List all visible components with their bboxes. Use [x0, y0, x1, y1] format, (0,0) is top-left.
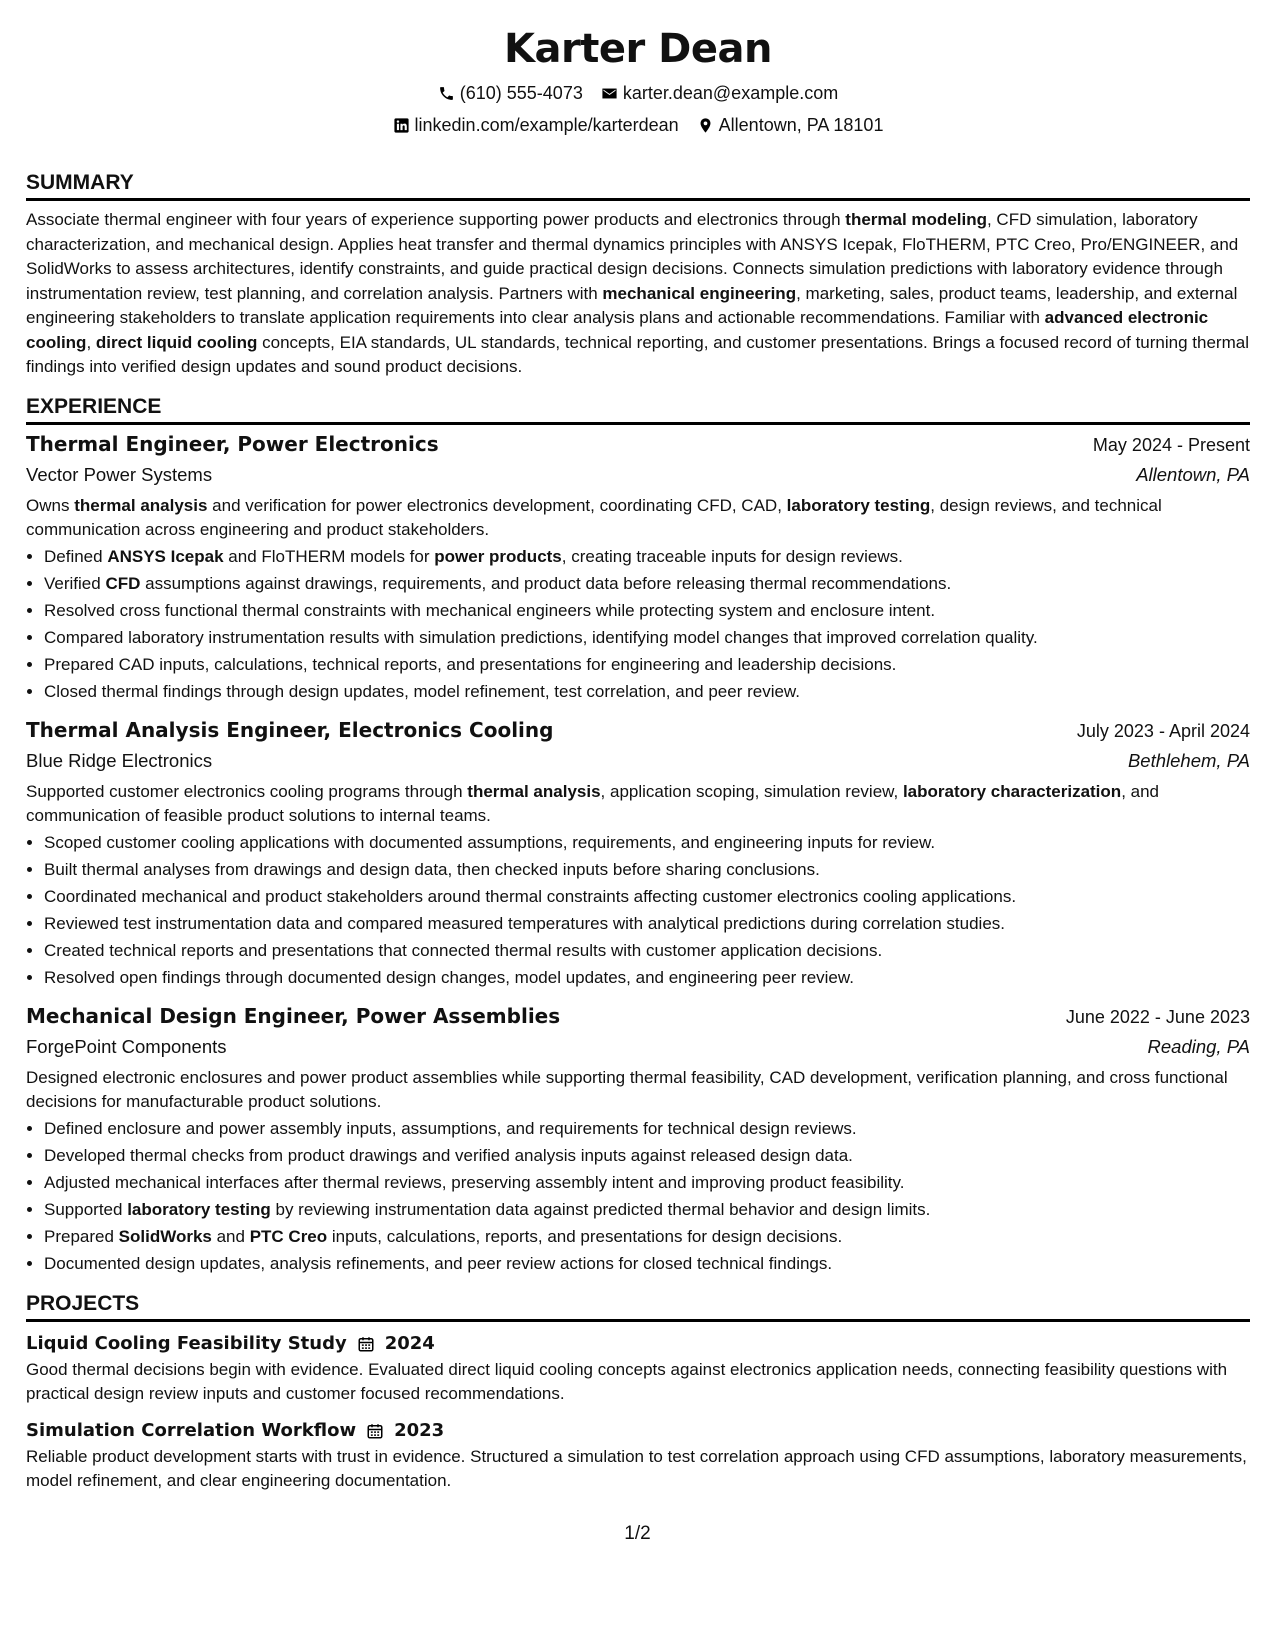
job-intro: Supported customer electronics cooling programs through thermal analysis, application scoping, simulation review, laboratory characterization, and communication of feasible product solutions to internal teams. [26, 781, 1159, 825]
job-location: Allentown, PA [1136, 463, 1250, 485]
project-header [26, 1330, 1250, 1358]
job-subheader [26, 746, 1250, 776]
location-contact [697, 114, 884, 136]
phone-contact [438, 82, 583, 104]
project-description: Good thermal decisions begin with evidence. Evaluated direct liquid cooling concepts against electronics application needs, connecting feasibility questions with practical design review inputs and customer focused recommendations. [26, 1359, 1228, 1403]
linkedin-contact [393, 114, 679, 136]
job-title: Thermal Analysis Engineer, Electronics Cooling [26, 717, 554, 742]
bold-keyword: laboratory testing [127, 1199, 271, 1219]
candidate-name: Karter Dean [504, 26, 772, 72]
bold-keyword: PTC Creo [249, 1226, 328, 1246]
summary-section [26, 170, 1250, 380]
project-header [26, 1417, 1250, 1445]
phone-icon [438, 85, 455, 102]
bullet-item: • Built thermal analyses from drawings and design data, then checked inputs before sharing conclusions. [44, 856, 1250, 883]
phone-number[interactable]: (610) 555-4073 [459, 83, 583, 103]
bold-keyword: thermal analysis [74, 495, 208, 515]
bullet-item: • Adjusted mechanical interfaces after thermal reviews, preserving assembly intent and improving product feasibility. [44, 1169, 1250, 1196]
bullet-item: • Verified CFD assumptions against drawings, requirements, and product data before releasing thermal recommendations. [44, 570, 1250, 597]
bold-keyword: advanced electronic cooling [26, 308, 1209, 352]
section-title-experience: EXPERIENCE [26, 394, 1250, 425]
bullet-item: • Prepared CAD inputs, calculations, technical reports, and presentations for engineering and leadership decisions. [44, 651, 1250, 678]
project-description: Reliable product development starts with trust in evidence. Structured a simulation to test correlation approach using CFD assumptions, laboratory measurements, model refinement, and clear engineering documentation. [26, 1446, 1247, 1490]
bullet-item: • Prepared SolidWorks and PTC Creo inputs, calculations, reports, and presentations for design decisions. [44, 1223, 1250, 1250]
job-intro: Designed electronic enclosures and power product assemblies while supporting thermal feasibility, CAD development, verification planning, and cross functional decisions for manufacturable product solutions. [26, 1067, 1228, 1111]
job-bullets [26, 829, 1250, 991]
company-name: ForgePoint Components [26, 1035, 227, 1057]
bold-keyword: thermal modeling [845, 210, 987, 229]
bold-keyword: laboratory characterization [902, 781, 1122, 801]
contact-line-1 [26, 82, 1250, 104]
bold-keyword: laboratory testing [786, 495, 931, 515]
linkedin-icon [393, 117, 410, 134]
bullet-item: • Supported laboratory testing by reviewing instrumentation data against predicted thermal behavior and design limits. [44, 1196, 1250, 1223]
job-subheader [26, 1032, 1250, 1062]
bullet-item: • Resolved open findings through documented design changes, model updates, and engineering peer review. [44, 964, 1250, 991]
bold-keyword: direct liquid cooling [95, 332, 258, 352]
bullet-item: • Scoped customer cooling applications with documented assumptions, requirements, and engineering inputs for review. [44, 829, 1250, 856]
job-entry [26, 715, 1250, 991]
company-name: Vector Power Systems [26, 463, 213, 485]
job-subheader [26, 460, 1250, 490]
bullet-item: • Reviewed test instrumentation data and compared measured temperatures with analytical predictions during correlation studies. [44, 910, 1250, 937]
project-year: 2023 [394, 1419, 445, 1441]
job-dates: June 2022 - June 2023 [1065, 1006, 1250, 1027]
calendar-icon [357, 1335, 375, 1353]
project-entry [26, 1417, 1250, 1494]
summary-text: Associate thermal engineer with four years of experience supporting power products and electronics through thermal modeling, CFD simulation, laboratory characterization, and mechanical design. Applies heat transfer and thermal dynamics principles with ANSYS Icepak, FloTHERM, PTC Creo, Pro/ENGINEER, and SolidWorks to assess architectures, identify constraints, and guide practical design decisions. Connects simulation predictions with laboratory evidence through instrumentation review, test planning, and correlation analysis. Partners with mechanical engineering, marketing, sales, product teams, leadership, and external engineering stakeholders to translate application requirements into clear analysis plans and actionable recommendations. Familiar with advanced electronic cooling, direct liquid cooling concepts, EIA standards, UL standards, technical reporting, and customer presentations. Brings a focused record of turning thermal findings into verified design updates and sound product decisions. [26, 210, 1249, 376]
bullet-item: • Coordinated mechanical and product stakeholders around thermal constraints affecting customer electronics cooling applications. [44, 883, 1250, 910]
job-title: Thermal Engineer, Power Electronics [26, 431, 439, 456]
bold-keyword: power products [434, 546, 562, 566]
email-address[interactable]: karter.dean@example.com [622, 83, 839, 103]
bullet-item: • Closed thermal findings through design updates, model refinement, test correlation, and peer review. [44, 678, 1250, 705]
job-location: Bethlehem, PA [1127, 749, 1250, 771]
resume-page [26, 0, 1250, 1494]
email-contact [601, 82, 838, 104]
bold-keyword: SolidWorks [118, 1226, 212, 1246]
bullet-item: • Created technical reports and presentations that connected thermal results with customer application decisions. [44, 937, 1250, 964]
job-header [26, 1001, 1250, 1032]
experience-section [26, 394, 1250, 1277]
section-title-summary: SUMMARY [26, 170, 1250, 201]
calendar-icon [366, 1422, 384, 1440]
bullet-item: • Compared laboratory instrumentation results with simulation predictions, identifying model changes that improved correlation quality. [44, 624, 1250, 651]
bullet-item: • Defined ANSYS Icepak and FloTHERM models for power products, creating traceable inputs for design reviews. [44, 543, 1250, 570]
projects-section [26, 1291, 1250, 1494]
job-intro: Owns thermal analysis and verification for power electronics development, coordinating CFD, CAD, laboratory testing, design reviews, and technical communication across engineering and product stakeholders. [26, 495, 1162, 539]
linkedin-url[interactable]: linkedin.com/example/karterdean [414, 115, 679, 135]
location-text: Allentown, PA 18101 [718, 115, 884, 135]
envelope-icon [601, 85, 618, 102]
contact-line-2 [26, 114, 1250, 136]
bold-keyword: mechanical engineering [602, 283, 797, 303]
bullet-item: • Resolved cross functional thermal constraints with mechanical engineers while protecting system and enclosure intent. [44, 597, 1250, 624]
job-bullets [26, 1115, 1250, 1277]
bullet-item: • Documented design updates, analysis refinements, and peer review actions for closed technical findings. [44, 1250, 1250, 1277]
project-title: Liquid Cooling Feasibility Study [26, 1332, 347, 1354]
job-location: Reading, PA [1147, 1035, 1250, 1057]
bold-keyword: ANSYS Icepak [107, 546, 224, 566]
job-bullets [26, 543, 1250, 705]
job-dates: July 2023 - April 2024 [1076, 720, 1250, 741]
bold-keyword: thermal analysis [467, 781, 601, 801]
bold-keyword: CFD [105, 573, 141, 593]
page-number: 1/2 [624, 1523, 651, 1544]
job-entry [26, 1001, 1250, 1277]
company-name: Blue Ridge Electronics [26, 749, 213, 771]
job-entry [26, 429, 1250, 705]
job-header [26, 715, 1250, 746]
project-year: 2024 [384, 1332, 435, 1354]
section-title-projects: PROJECTS [26, 1291, 1250, 1322]
project-entry [26, 1330, 1250, 1407]
job-dates: May 2024 - Present [1092, 434, 1250, 455]
job-title: Mechanical Design Engineer, Power Assemblies [26, 1003, 561, 1028]
project-title: Simulation Correlation Workflow [26, 1419, 357, 1441]
job-header [26, 429, 1250, 460]
bullet-item: • Developed thermal checks from product drawings and verified analysis inputs against released design data. [44, 1142, 1250, 1169]
bullet-item: • Defined enclosure and power assembly inputs, assumptions, and requirements for technical design reviews. [44, 1115, 1250, 1142]
map-pin-icon [697, 117, 714, 134]
